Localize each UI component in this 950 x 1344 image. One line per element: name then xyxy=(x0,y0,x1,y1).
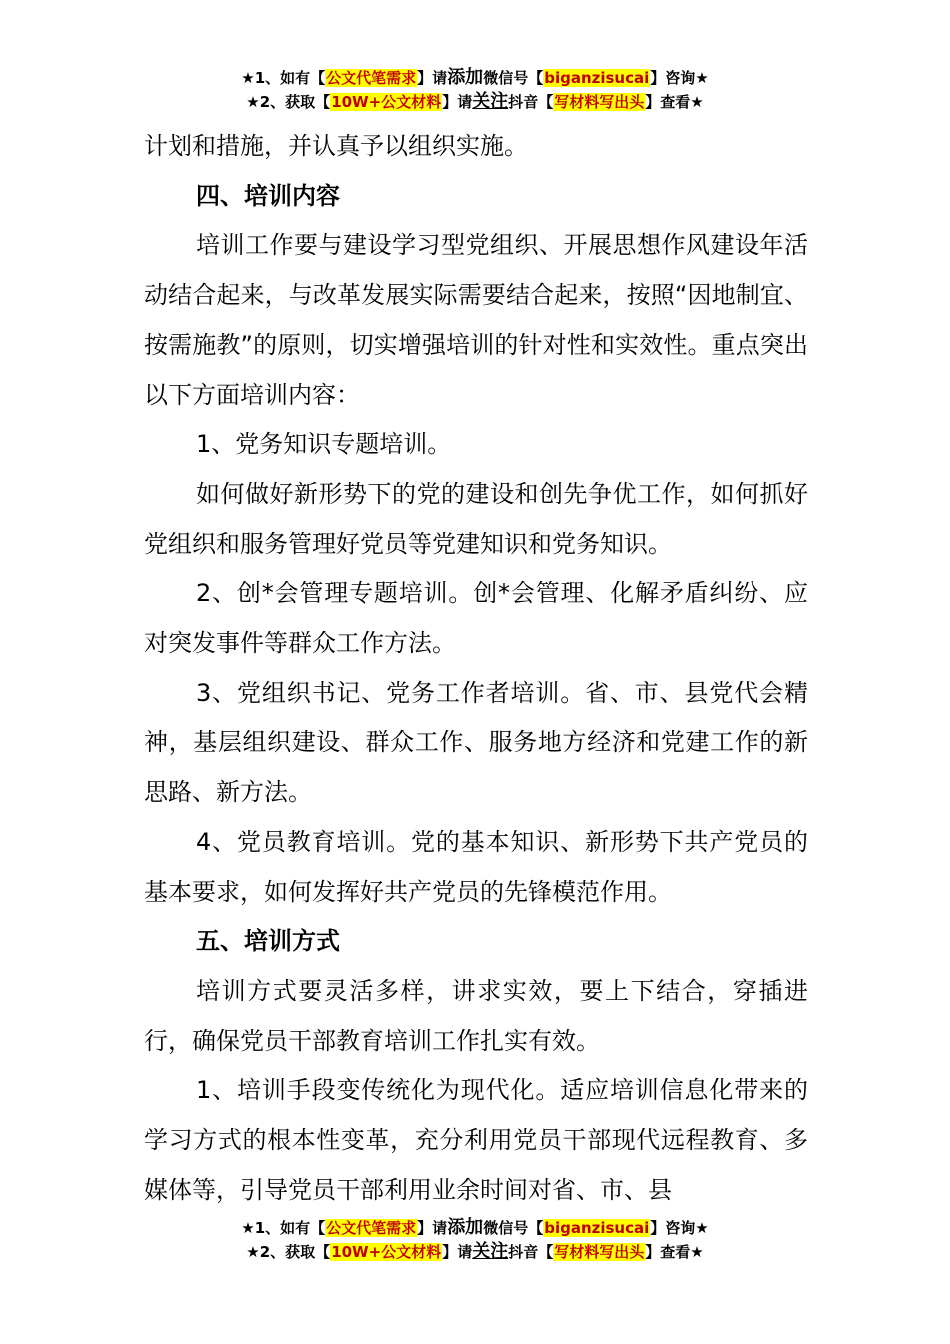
banner-text: 】查看★ xyxy=(645,1243,704,1261)
banner-highlight: biganzisucai xyxy=(544,69,650,87)
banner-line-1 xyxy=(0,1216,950,1240)
banner-emphasis: 关注 xyxy=(472,91,509,112)
banner-emphasis: 添加 xyxy=(447,67,484,88)
banner-line-2 xyxy=(0,1240,950,1264)
banner-highlight: 10W+公文材料 xyxy=(331,1243,442,1261)
banner-text: 】咨询★ xyxy=(650,69,709,87)
paragraph: 2、创*会管理专题培训。创*会管理、化解矛盾纠纷、应对突发事件等群众工作方法。 xyxy=(144,579,808,658)
section-heading: 四、培训内容 xyxy=(196,181,340,210)
banner-highlight: 写材料写出头 xyxy=(554,1243,645,1261)
banner-text: ★1、如有【 xyxy=(241,69,326,87)
banner-highlight: 公文代笔需求 xyxy=(326,1219,417,1237)
banner-highlight: biganzisucai xyxy=(544,1219,650,1237)
banner-line-2 xyxy=(0,90,950,114)
banner-line-1 xyxy=(0,66,950,90)
banner-text: 】请 xyxy=(442,93,473,111)
banner-text: 】请 xyxy=(442,1243,473,1261)
banner-text: 抖音【 xyxy=(508,93,554,111)
banner-text: 微信号【 xyxy=(483,1219,544,1237)
banner-emphasis: 关注 xyxy=(472,1241,509,1262)
banner-emphasis: 添加 xyxy=(447,1217,484,1238)
paragraph: 4、党员教育培训。党的基本知识、新形势下共产党员的基本要求，如何发挥好共产党员的先锋模范作用。 xyxy=(144,827,808,906)
banner-text: ★2、获取【 xyxy=(246,1243,331,1261)
paragraph: 计划和措施，并认真予以组织实施。 xyxy=(144,132,528,160)
paragraph: 3、党组织书记、党务工作者培训。省、市、县党代会精神，基层组织建设、群众工作、服务地方经济和党建工作的新思路、新方法。 xyxy=(144,678,808,807)
banner-highlight: 10W+公文材料 xyxy=(331,93,442,111)
banner-highlight: 公文代笔需求 xyxy=(326,69,417,87)
banner-text: 】请 xyxy=(417,1219,448,1237)
banner-text: 】咨询★ xyxy=(650,1219,709,1237)
banner-text: 】查看★ xyxy=(645,93,704,111)
paragraph: 1、培训手段变传统化为现代化。适应培训信息化带来的学习方式的根本性变革，充分利用党员干部现代远程教育、多媒体等，引导党员干部利用业余时间对省、市、县 xyxy=(144,1076,808,1204)
paragraph: 如何做好新形势下的党的建设和创先争优工作，如何抓好党组织和服务管理好党员等党建知识和党务知识。 xyxy=(144,479,808,558)
paragraph: 培训工作要与建设学习型党组织、开展思想作风建设年活动结合起来，与改革发展实际需要结合起来，按照“因地制宜、按需施教”的原则，切实增强培训的针对性和实效性。重点突出以下方面培训内容： xyxy=(144,231,808,409)
banner-text: ★2、获取【 xyxy=(246,93,331,111)
banner-text: 抖音【 xyxy=(508,1243,554,1261)
document-body xyxy=(144,122,808,1215)
banner-text: 】请 xyxy=(417,69,448,87)
paragraph: 1、党务知识专题培训。 xyxy=(196,430,452,459)
banner-text: 微信号【 xyxy=(483,69,544,87)
footer-banner xyxy=(0,1216,950,1264)
banner-text: ★1、如有【 xyxy=(241,1219,326,1237)
section-heading: 五、培训方式 xyxy=(196,927,340,956)
header-banner xyxy=(0,66,950,114)
banner-highlight: 写材料写出头 xyxy=(554,93,645,111)
paragraph: 培训方式要灵活多样，讲求实效，要上下结合，穿插进行，确保党员干部教育培训工作扎实有效。 xyxy=(144,976,808,1055)
